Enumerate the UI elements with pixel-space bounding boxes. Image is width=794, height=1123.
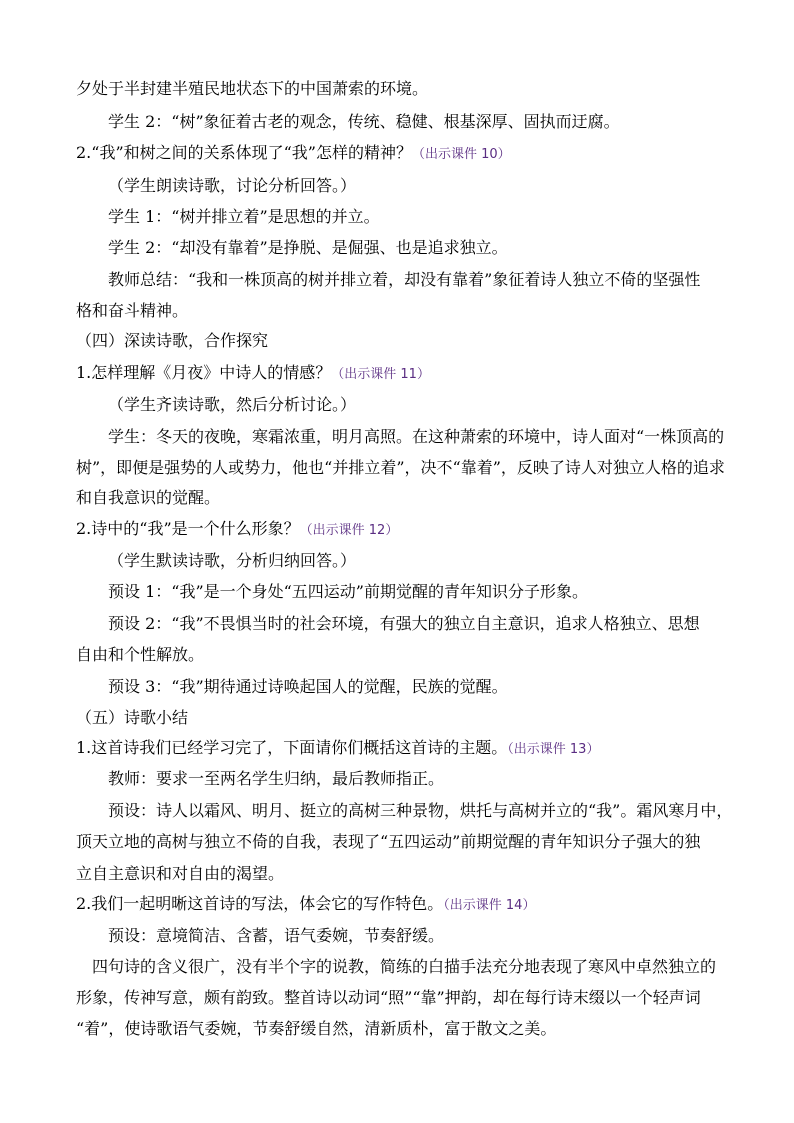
section-heading: （五）诗歌小结 (76, 708, 189, 727)
paragraph-line: 学生：冬天的夜晚，寒霜浓重，明月高照。在这种萧索的环境中，诗人面对“一株顶高的 (108, 427, 725, 446)
paragraph-line: 预设：意境简洁、含蓄，语气委婉，节奏舒缓。 (108, 926, 445, 945)
paragraph-line: 预设：诗人以霜风、明月、挺立的高树三种景物，烘托与高树并立的“我”。霜风寒月中， (108, 801, 733, 820)
question-line: 1.怎样理解《月夜》中诗人的情感？（出示课件 11） (76, 363, 430, 382)
paragraph-line: 自由和个性解放。 (76, 645, 205, 664)
paragraph-line: （学生默读诗歌，分析归纳回答。） (108, 551, 357, 570)
paragraph-line: （学生朗读诗歌，讨论分析回答。） (108, 176, 357, 195)
courseware-note: （出示课件 13） (507, 742, 600, 757)
section-heading: （四）深读诗歌，合作探究 (76, 331, 269, 350)
paragraph-line: 立自主意识和对自由的渴望。 (76, 864, 285, 883)
paragraph-line: 教师总结：“我和一株顶高的树并排立着，却没有靠着”象征着诗人独立不倚的坚强性 (108, 270, 701, 289)
paragraph-line: 学生 2：“却没有靠着”是挣脱、是倔强、也是追求独立。 (108, 238, 508, 257)
paragraph-line: 树”，即便是强势的人或势力，他也“并排立着”，决不“靠着”，反映了诗人对独立人格的追求 (76, 458, 725, 477)
courseware-note: （出示课件 10） (412, 147, 511, 162)
courseware-note: （出示课件 14） (443, 898, 536, 913)
paragraph-line: 四句诗的含义很广，没有半个字的说教，简练的白描手法充分地表现了寒风中卓然独立的 (92, 957, 717, 976)
paragraph-line: 预设 3：“我”期待通过诗唤起国人的觉醒，民族的觉醒。 (108, 677, 508, 696)
paragraph-line: 学生 1：“树并排立着”是思想的并立。 (108, 207, 380, 226)
paragraph-line: 预设 1：“我”是一个身处“五四运动”前期觉醒的青年知识分子形象。 (108, 582, 588, 601)
paragraph-line: 顶天立地的高树与独立不倚的自我，表现了“五四运动”前期觉醒的青年知识分子强大的独 (76, 832, 701, 851)
paragraph-line: 和自我意识的觉醒。 (76, 488, 221, 507)
courseware-note: （出示课件 11） (331, 367, 430, 382)
courseware-note: （出示课件 12） (299, 523, 399, 538)
paragraph-line: 形象，传神写意，颇有韵致。整首诗以动词“照”“靠”押韵，却在每行诗末缀以一个轻声词 (76, 988, 701, 1007)
paragraph-line: 格和奋斗精神。 (76, 301, 189, 320)
paragraph-line: “着”，使诗歌语气委婉，节奏舒缓自然，清新质朴，富于散文之美。 (76, 1019, 557, 1038)
paragraph-line: 预设 2：“我”不畏惧当时的社会环境，有强大的独立自主意识，追求人格独立、思想 (108, 614, 700, 633)
question-line: 2.我们一起明晰这首诗的写法，体会它的写作特色。（出示课件 14） (76, 894, 536, 913)
question-line: 2.“我”和树之间的关系体现了“我”怎样的精神？（出示课件 10） (76, 143, 511, 162)
paragraph-line: 教师：要求一至两名学生归纳，最后教师指正。 (108, 769, 445, 788)
paragraph-line: （学生齐读诗歌，然后分析讨论。） (108, 395, 357, 414)
question-line: 2.诗中的“我”是一个什么形象？（出示课件 12） (76, 519, 399, 538)
question-line: 1.这首诗我们已经学习完了，下面请你们概括这首诗的主题。（出示课件 13） (76, 738, 600, 757)
paragraph-line: 学生 2：“树”象征着古老的观念，传统、稳健、根基深厚、固执而迂腐。 (108, 112, 620, 131)
paragraph-line: 夕处于半封建半殖民地状态下的中国萧索的环境。 (76, 79, 429, 98)
